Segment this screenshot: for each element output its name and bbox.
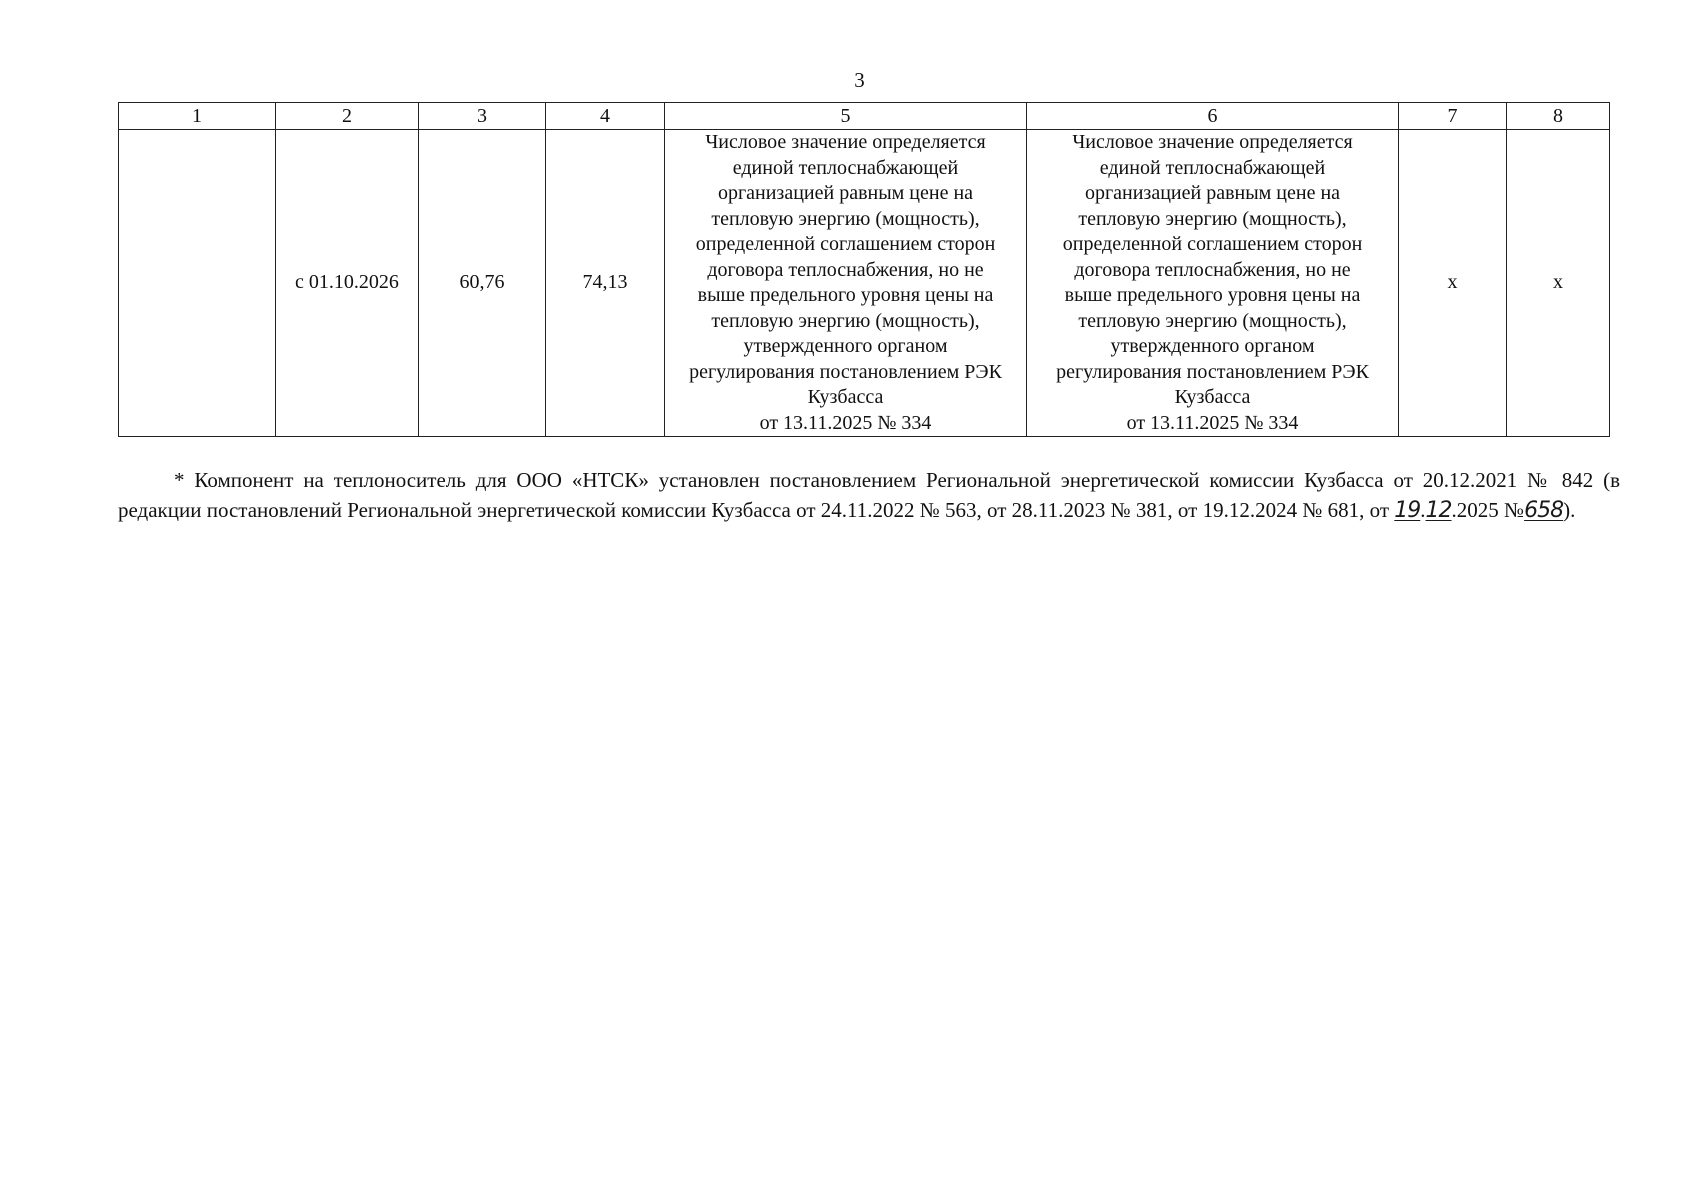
description-line: определенной соглашением сторон: [1062, 233, 1363, 255]
description-line: организацией равным цене на: [717, 182, 974, 204]
description-line: договора теплоснабжения, но не: [707, 258, 984, 281]
value-cell-3: 60,76: [419, 130, 546, 437]
description-line: регулирования постановлением РЭК: [1056, 360, 1369, 383]
footnote-closing: ).: [1563, 498, 1576, 522]
header-cell-2: 2: [276, 103, 419, 130]
footnote: [118, 465, 1620, 526]
table-row: [119, 130, 1610, 437]
handwritten-number: 658: [1524, 498, 1564, 523]
description-line: тепловую энергию (мощность),: [711, 309, 980, 332]
tariff-table: [118, 102, 1610, 437]
mark-cell-8: х: [1507, 130, 1610, 437]
description-line: тепловую энергию (мощность),: [711, 207, 980, 230]
description-cell-6: [1027, 130, 1399, 437]
row-cell-1: [119, 130, 276, 437]
table-header-row: [119, 103, 1610, 130]
header-cell-6: 6: [1027, 103, 1399, 130]
description-line: определенной соглашением сторон: [695, 233, 996, 255]
header-cell-1: 1: [119, 103, 276, 130]
header-cell-8: 8: [1507, 103, 1610, 130]
description-line: утвержденного органом: [1110, 335, 1315, 357]
description-line: единой теплоснабжающей: [732, 156, 959, 179]
description-line: от 13.11.2025 № 334: [1126, 411, 1299, 434]
handwritten-day: 19: [1394, 498, 1421, 523]
footnote-paragraph: [118, 465, 1620, 526]
header-cell-4: 4: [546, 103, 665, 130]
header-cell-7: 7: [1399, 103, 1507, 130]
description-line: выше предельного уровня цены на: [1064, 284, 1361, 306]
year-and-number-label: .2025 №: [1451, 498, 1525, 522]
description-line: тепловую энергию (мощность),: [1078, 309, 1347, 332]
page-number: 3: [854, 68, 865, 92]
description-line: от 13.11.2025 № 334: [759, 411, 932, 434]
description-line: Числовое значение определяется: [1072, 131, 1353, 153]
header-cell-5: 5: [665, 103, 1027, 130]
description-line: Числовое значение определяется: [705, 131, 986, 153]
description-line: выше предельного уровня цены на: [697, 284, 994, 306]
value-cell-4: 74,13: [546, 130, 665, 437]
footnote-text: * Компонент на теплоноситель для ООО «НТСК» установлен постановлением Региональной энергетической комиссии Кузбасса от 20.12.2021 № 842 (в редакции постановлений Региональной энергетической комиссии Кузбасса от 24.11.2022 № 563, от 28.11.2023 № 381, от 19.12.2024 № 681, от: [118, 468, 1620, 522]
header-cell-3: 3: [419, 103, 546, 130]
description-line: утвержденного органом: [743, 335, 948, 357]
date-separator: .: [1420, 498, 1426, 522]
mark-cell-7: х: [1399, 130, 1507, 437]
description-line: регулирования постановлением РЭК: [689, 360, 1002, 383]
description-line: договора теплоснабжения, но не: [1074, 258, 1351, 281]
description-line: Кузбасса: [807, 386, 884, 408]
description-line: тепловую энергию (мощность),: [1078, 207, 1347, 230]
period-cell: с 01.10.2026: [276, 130, 419, 437]
description-cell-5: [665, 130, 1027, 437]
handwritten-month: 12: [1425, 498, 1452, 523]
description-line: Кузбасса: [1174, 386, 1251, 408]
description-line: организацией равным цене на: [1084, 182, 1341, 204]
description-line: единой теплоснабжающей: [1099, 156, 1326, 179]
